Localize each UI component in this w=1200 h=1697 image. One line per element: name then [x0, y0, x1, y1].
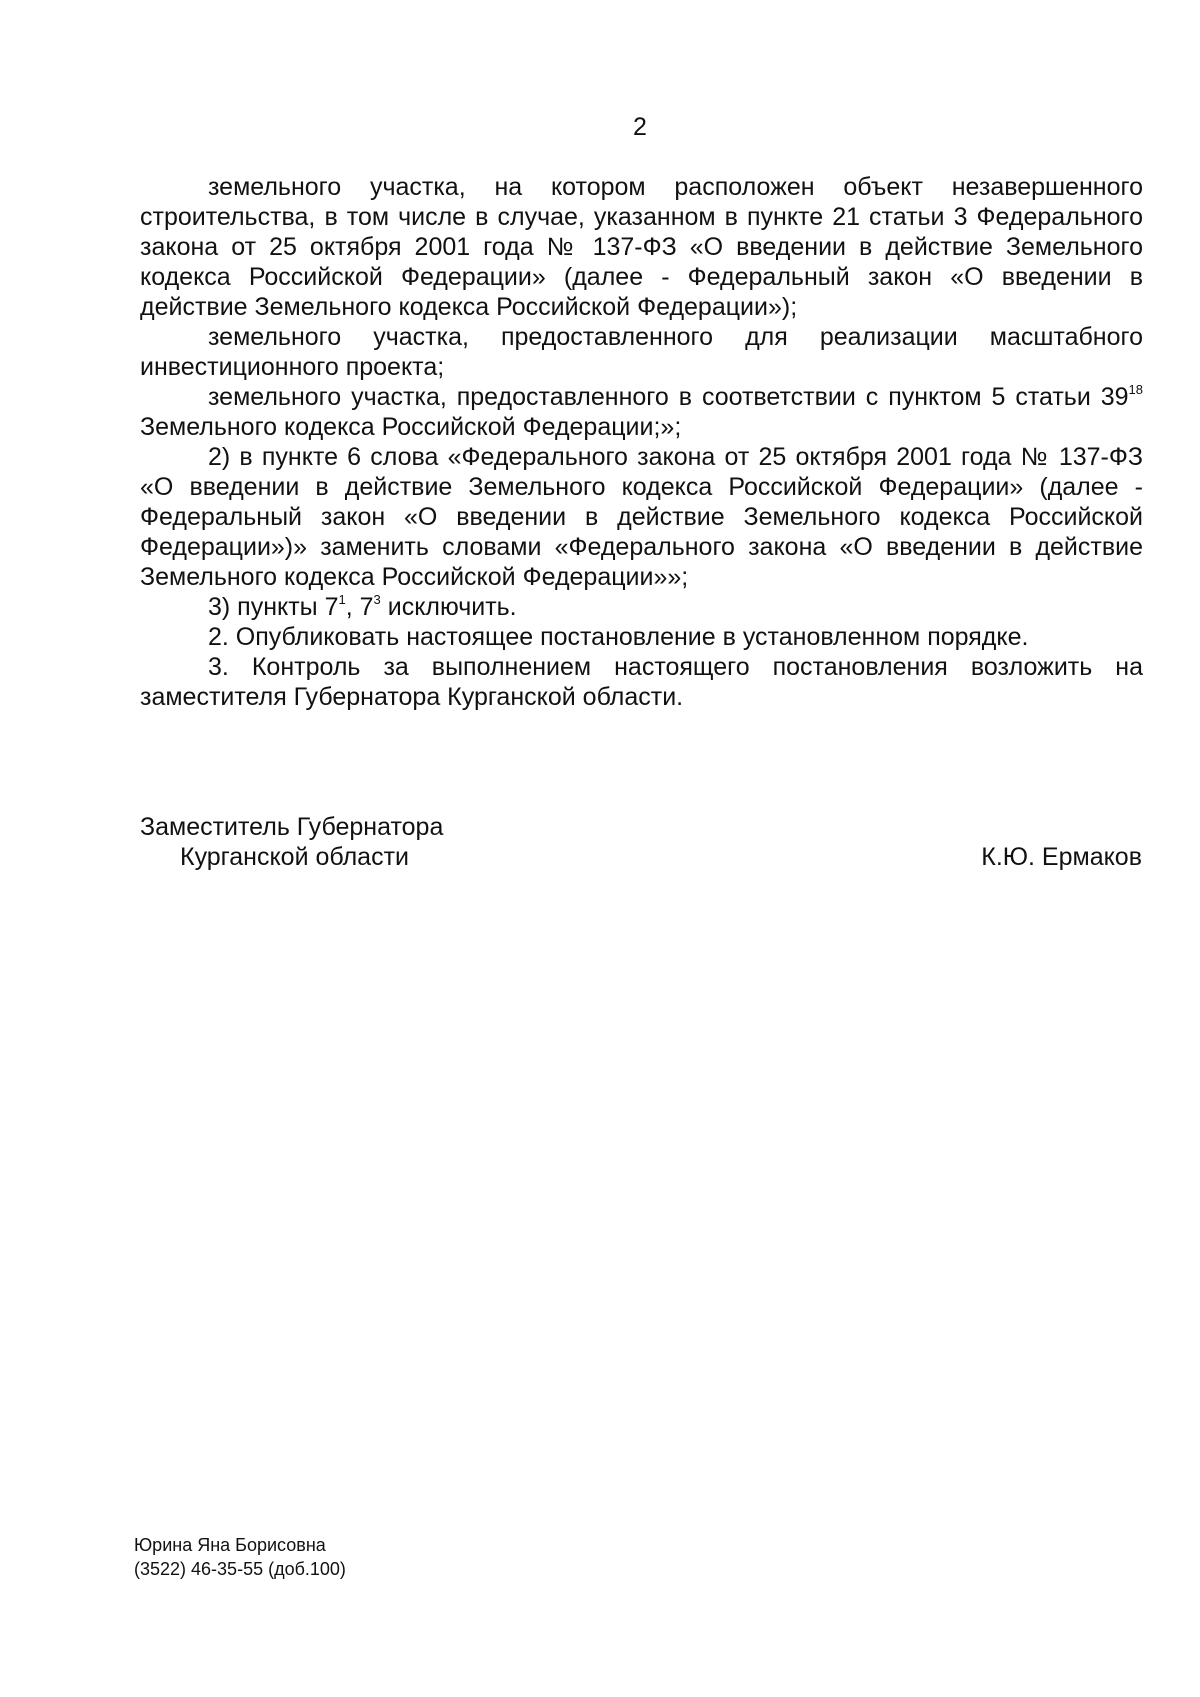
paragraph-5-text-end: исключить.	[380, 593, 517, 621]
superscript-3: 3	[373, 591, 381, 607]
superscript-1: 1	[338, 591, 346, 607]
superscript-18: 18	[1128, 381, 1143, 397]
executor-contact	[134, 1533, 346, 1581]
page-number: 2	[633, 113, 647, 141]
paragraph-5	[140, 592, 1143, 622]
paragraph-4: 2) в пункте 6 слова «Федерального закона от 25 октября 2001 года № 137-ФЗ «О введении в действие Земельного кодекса Российской Федерации» (далее - Федеральный закон «О введении в действие Земельного кодекса Российской Федерации»)» заменить словами «Федерального закона «О введении в действие Земельного кодекса Российской Федерации»»;	[140, 443, 1143, 591]
paragraph-3-text-end: Земельного кодекса Российской Федерации;»;	[140, 413, 682, 441]
paragraph-3	[140, 382, 1143, 442]
paragraph-3-text-start: земельного участка, предоставленного в соответствии с пунктом 5 статьи 39	[208, 383, 1129, 411]
paragraph-5-text-start: 3) пункты 7	[208, 593, 339, 621]
paragraph-7: 3. Контроль за выполнением настоящего постановления возложить на заместителя Губернатора Курганской области.	[140, 653, 1143, 711]
paragraph-1: земельного участка, на котором расположен объект незавершенного строительства, в том числе в случае, указанном в пункте 21 статьи 3 Федерального закона от 25 октября 2001 года № 137-ФЗ «О введении в действие Земельного кодекса Российской Федерации» (далее - Федеральный закон «О введении в действие Земельного кодекса Российской Федерации»);	[140, 173, 1143, 321]
signatory-title-line-2: Курганской области	[180, 843, 410, 871]
document-body	[140, 172, 1143, 712]
executor-phone: (3522) 46-35-55 (доб.100)	[134, 1559, 346, 1579]
paragraph-5-text-mid: , 7	[345, 593, 374, 621]
signatory-name: К.Ю. Ермаков	[981, 843, 1142, 871]
signatory-title-line-1: Заместитель Губернатора	[140, 813, 444, 841]
executor-name: Юрина Яна Борисовна	[134, 1535, 326, 1555]
paragraph-2: земельного участка, предоставленного для реализации масштабного инвестиционного проекта;	[140, 323, 1143, 381]
paragraph-6: 2. Опубликовать настоящее постановление в установленном порядке.	[208, 623, 1029, 651]
signatory-title	[140, 812, 443, 872]
